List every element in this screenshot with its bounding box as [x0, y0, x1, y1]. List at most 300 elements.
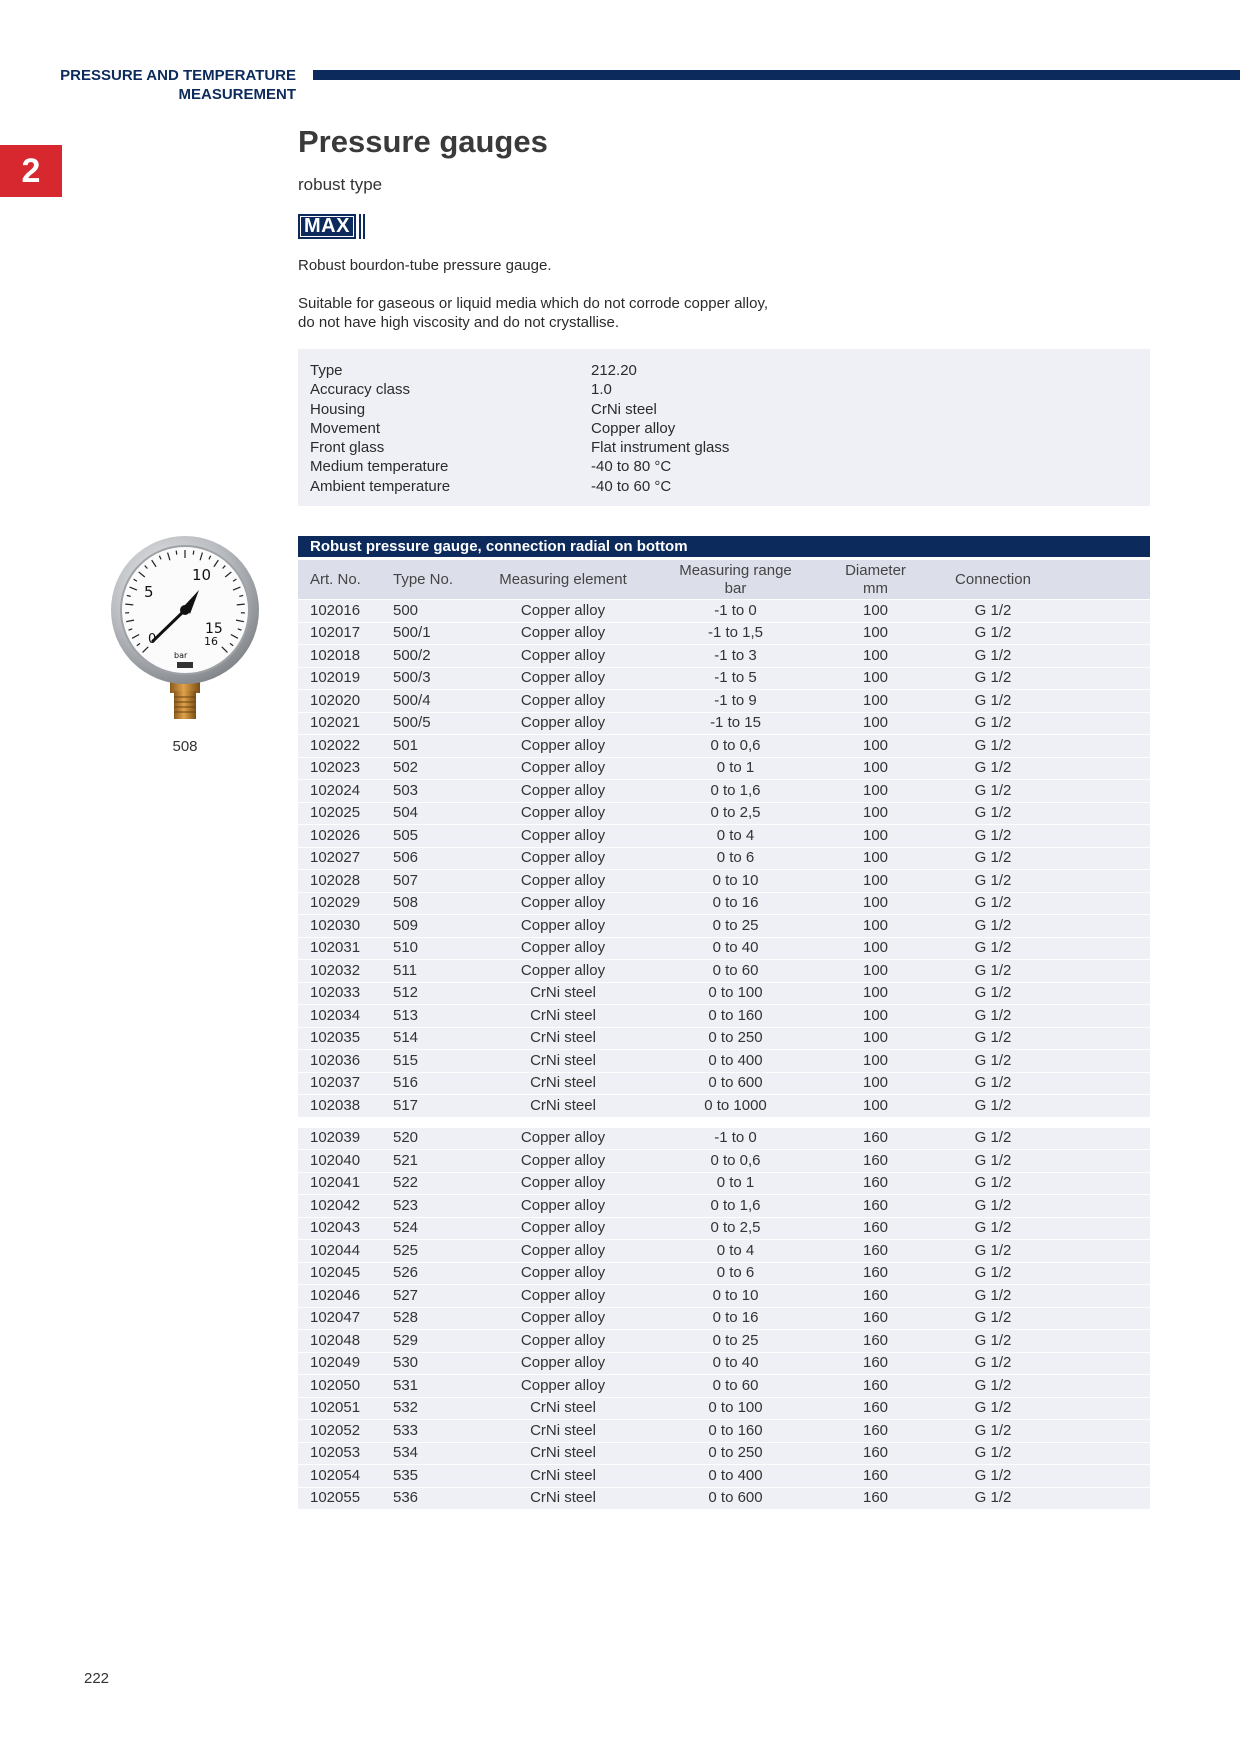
spec-row	[310, 361, 1138, 380]
table-row	[298, 599, 1150, 622]
cell-art-no: 102043	[310, 1219, 361, 1236]
cell-diameter: 100	[862, 1074, 889, 1091]
spec-row	[310, 380, 1138, 399]
cell-range: 0 to 1,6	[710, 781, 761, 799]
cell-element: Copper alloy	[520, 781, 606, 799]
cell-range: 0 to 40	[712, 1354, 759, 1371]
cell-connection: G 1/2	[974, 1129, 1012, 1146]
cell-connection: G 1/2	[974, 1331, 1012, 1349]
cell-range: 0 to 400	[708, 1051, 763, 1069]
section-header-line1: PRESSURE AND TEMPERATURE	[60, 67, 296, 84]
cell-connection: G 1/2	[974, 714, 1012, 731]
cell-range: 0 to 25	[712, 916, 759, 934]
table-title: Robust pressure gauge, connection radial on bottom	[298, 536, 1150, 557]
cell-diameter: 100	[862, 714, 889, 731]
cell-connection: G 1/2	[974, 1196, 1012, 1214]
cell-art-no: 102048	[310, 1331, 361, 1349]
cell-art-no: 102029	[310, 894, 361, 911]
cell-range: -1 to 1,5	[707, 624, 764, 641]
cell-range: 0 to 4	[716, 1241, 755, 1259]
cell-type-no: 516	[393, 1074, 419, 1091]
cell-type-no: 500/4	[393, 691, 431, 709]
cell-type-no: 503	[393, 781, 419, 799]
cell-art-no: 102019	[310, 669, 361, 686]
spec-value: Flat instrument glass	[591, 439, 730, 457]
cell-element: Copper alloy	[520, 714, 606, 731]
cell-connection: G 1/2	[974, 646, 1012, 664]
cell-range: 0 to 1	[716, 759, 755, 776]
cell-art-no: 102042	[310, 1196, 361, 1214]
cell-art-no: 102035	[310, 1029, 361, 1046]
table-row	[298, 1194, 1150, 1217]
cell-connection: G 1/2	[974, 826, 1012, 844]
cell-type-no: 529	[393, 1331, 419, 1349]
cell-type-no: 501	[393, 736, 419, 754]
table-row	[298, 1397, 1150, 1420]
table-row	[298, 937, 1150, 960]
section-header	[40, 66, 296, 104]
cell-type-no: 507	[393, 871, 419, 889]
brand-logo	[298, 214, 365, 239]
cell-art-no: 102018	[310, 646, 361, 664]
cell-art-no: 102030	[310, 916, 361, 934]
table-row	[298, 892, 1150, 915]
cell-element: Copper alloy	[520, 939, 606, 956]
cell-diameter: 160	[862, 1489, 889, 1506]
cell-art-no: 102027	[310, 849, 361, 866]
cell-element: Copper alloy	[520, 1309, 606, 1326]
cell-connection: G 1/2	[974, 1264, 1012, 1281]
cell-connection: G 1/2	[974, 1309, 1012, 1326]
cell-art-no: 102028	[310, 871, 361, 889]
cell-diameter: 100	[862, 601, 889, 619]
cell-element: CrNi steel	[530, 984, 596, 1001]
cell-connection: G 1/2	[974, 736, 1012, 754]
cell-type-no: 522	[393, 1174, 419, 1191]
cell-type-no: 510	[393, 939, 419, 956]
cell-element: Copper alloy	[520, 624, 606, 641]
table-row	[298, 734, 1150, 757]
table-row	[298, 1352, 1150, 1375]
cell-art-no: 102041	[310, 1174, 361, 1191]
cell-art-no: 102055	[310, 1489, 361, 1506]
table-row	[298, 1127, 1150, 1150]
cell-diameter: 100	[862, 894, 889, 911]
cell-connection: G 1/2	[974, 1051, 1012, 1069]
cell-art-no: 102038	[310, 1096, 361, 1114]
cell-element: Copper alloy	[520, 1219, 606, 1236]
cell-range: 0 to 1000	[704, 1096, 767, 1114]
spec-value: 1.0	[591, 381, 612, 399]
header-bar	[313, 70, 1240, 80]
cell-art-no: 102021	[310, 714, 361, 731]
cell-diameter: 160	[862, 1129, 889, 1146]
cell-diameter: 100	[862, 916, 889, 934]
cell-range: -1 to 15	[710, 714, 761, 731]
cell-art-no: 102053	[310, 1444, 361, 1461]
cell-connection: G 1/2	[974, 894, 1012, 911]
spec-row	[310, 419, 1138, 438]
column-header-art-no: Art. No.	[310, 570, 361, 588]
cell-type-no: 521	[393, 1151, 419, 1169]
cell-range: 0 to 100	[708, 984, 763, 1001]
spec-row	[310, 438, 1138, 457]
column-header-diameter	[838, 560, 913, 599]
cell-type-no: 504	[393, 804, 419, 821]
description-line: do not have high viscosity and do not crystallise.	[298, 314, 620, 331]
cell-art-no: 102031	[310, 939, 361, 956]
cell-range: 0 to 10	[712, 871, 759, 889]
column-header-connection: Connection	[955, 570, 1031, 588]
cell-range: 0 to 25	[712, 1331, 759, 1349]
cell-range: 0 to 60	[712, 961, 759, 979]
cell-connection: G 1/2	[974, 1219, 1012, 1236]
cell-diameter: 100	[862, 939, 889, 956]
cell-art-no: 102047	[310, 1309, 361, 1326]
cell-art-no: 102032	[310, 961, 361, 979]
spec-label: Medium temperature	[310, 458, 449, 476]
table-row	[298, 1284, 1150, 1307]
cell-diameter: 160	[862, 1241, 889, 1259]
cell-range: 0 to 4	[716, 826, 755, 844]
table-row	[298, 712, 1150, 735]
cell-type-no: 500/2	[393, 646, 431, 664]
table-row	[298, 824, 1150, 847]
spec-row	[310, 477, 1138, 496]
cell-diameter: 100	[862, 669, 889, 686]
cell-type-no: 534	[393, 1444, 419, 1461]
cell-art-no: 102046	[310, 1286, 361, 1304]
table-row	[298, 1072, 1150, 1095]
table-row	[298, 1464, 1150, 1487]
cell-type-no: 536	[393, 1489, 419, 1506]
cell-element: Copper alloy	[520, 916, 606, 934]
spec-label: Housing	[310, 400, 366, 418]
cell-diameter: 160	[862, 1286, 889, 1304]
cell-art-no: 102036	[310, 1051, 361, 1069]
cell-connection: G 1/2	[974, 916, 1012, 934]
cell-connection: G 1/2	[974, 939, 1012, 956]
cell-range: 0 to 60	[712, 1376, 759, 1394]
cell-type-no: 508	[393, 894, 419, 911]
cell-type-no: 531	[393, 1376, 419, 1394]
spec-value: -40 to 60 °C	[591, 477, 672, 495]
cell-type-no: 526	[393, 1264, 419, 1281]
cell-element: Copper alloy	[520, 1151, 606, 1169]
cell-connection: G 1/2	[974, 759, 1012, 776]
cell-connection: G 1/2	[974, 1354, 1012, 1371]
column-header-diameter-unit: mm	[863, 579, 888, 597]
cell-art-no: 102052	[310, 1421, 361, 1439]
cell-range: 0 to 6	[716, 1264, 755, 1281]
cell-range: -1 to 9	[714, 691, 757, 709]
table-row	[298, 1027, 1150, 1050]
brand-logo-text: MAX	[298, 214, 356, 239]
cell-element: Copper alloy	[520, 669, 606, 686]
table-row	[298, 1239, 1150, 1262]
cell-art-no: 102016	[310, 601, 361, 619]
cell-connection: G 1/2	[974, 1174, 1012, 1191]
cell-type-no: 500/1	[393, 624, 431, 641]
cell-type-no: 515	[393, 1051, 419, 1069]
cell-range: -1 to 0	[714, 1129, 757, 1146]
spec-label: Ambient temperature	[310, 477, 451, 495]
spec-value: 212.20	[591, 362, 637, 379]
table-row	[298, 644, 1150, 667]
page-title: Pressure gauges	[298, 124, 548, 159]
cell-range: 0 to 2,5	[710, 804, 761, 821]
cell-art-no: 102050	[310, 1376, 361, 1394]
cell-type-no: 506	[393, 849, 419, 866]
cell-diameter: 160	[862, 1196, 889, 1214]
cell-type-no: 502	[393, 759, 419, 776]
cell-connection: G 1/2	[974, 1399, 1012, 1416]
cell-type-no: 514	[393, 1029, 419, 1046]
group-gap	[298, 1117, 1150, 1127]
gauge-dial-number: 16	[204, 635, 218, 648]
cell-diameter: 160	[862, 1466, 889, 1484]
description-line: Suitable for gaseous or liquid media which do not corrode copper alloy,	[298, 295, 768, 312]
cell-range: 0 to 6	[716, 849, 755, 866]
cell-diameter: 100	[862, 646, 889, 664]
cell-connection: G 1/2	[974, 1286, 1012, 1304]
spec-value: CrNi steel	[591, 400, 657, 418]
cell-type-no: 500	[393, 601, 419, 619]
cell-art-no: 102049	[310, 1354, 361, 1371]
cell-diameter: 100	[862, 804, 889, 821]
cell-diameter: 160	[862, 1421, 889, 1439]
table-row	[298, 1049, 1150, 1072]
cell-range: -1 to 3	[714, 646, 757, 664]
table-row	[298, 802, 1150, 825]
cell-element: Copper alloy	[520, 1331, 606, 1349]
table-row	[298, 1329, 1150, 1352]
cell-type-no: 513	[393, 1006, 419, 1024]
cell-connection: G 1/2	[974, 1421, 1012, 1439]
column-header-type-no: Type No.	[393, 570, 454, 588]
cell-diameter: 160	[862, 1174, 889, 1191]
cell-diameter: 100	[862, 624, 889, 641]
spec-row	[310, 457, 1138, 476]
table-row	[298, 1307, 1150, 1330]
cell-element: Copper alloy	[520, 871, 606, 889]
cell-type-no: 500/5	[393, 714, 431, 731]
cell-element: Copper alloy	[520, 759, 606, 776]
cell-connection: G 1/2	[974, 1489, 1012, 1506]
cell-element: CrNi steel	[530, 1029, 596, 1046]
cell-diameter: 100	[862, 849, 889, 866]
table-row	[298, 1442, 1150, 1465]
cell-diameter: 160	[862, 1376, 889, 1394]
cell-element: Copper alloy	[520, 691, 606, 709]
cell-diameter: 160	[862, 1264, 889, 1281]
cell-type-no: 535	[393, 1466, 419, 1484]
cell-diameter: 100	[862, 826, 889, 844]
cell-element: Copper alloy	[520, 1376, 606, 1394]
cell-element: Copper alloy	[520, 849, 606, 866]
cell-element: Copper alloy	[520, 1196, 606, 1214]
table-row	[298, 689, 1150, 712]
cell-diameter: 160	[862, 1354, 889, 1371]
cell-range: 0 to 160	[708, 1006, 763, 1024]
cell-art-no: 102033	[310, 984, 361, 1001]
spec-value: Copper alloy	[591, 419, 676, 437]
cell-art-no: 102017	[310, 624, 361, 641]
cell-diameter: 100	[862, 1051, 889, 1069]
cell-connection: G 1/2	[974, 1006, 1012, 1024]
cell-type-no: 533	[393, 1421, 419, 1439]
cell-diameter: 100	[862, 1006, 889, 1024]
brand-logo-stripe	[363, 214, 365, 239]
cell-diameter: 160	[862, 1309, 889, 1326]
cell-element: CrNi steel	[530, 1399, 596, 1416]
table-row	[298, 1262, 1150, 1285]
cell-range: 0 to 16	[712, 1309, 759, 1326]
gauge-dial-number: 5	[144, 583, 154, 601]
cell-range: 0 to 250	[708, 1444, 763, 1461]
column-header-diameter-title: Diameter	[845, 561, 906, 579]
cell-type-no: 517	[393, 1096, 419, 1114]
table-row	[298, 1004, 1150, 1027]
cell-diameter: 100	[862, 759, 889, 776]
cell-diameter: 100	[862, 984, 889, 1001]
gauge-dial-number: 0	[148, 632, 157, 647]
cell-element: CrNi steel	[530, 1074, 596, 1091]
description-line: Robust bourdon-tube pressure gauge.	[298, 257, 552, 274]
cell-connection: G 1/2	[974, 1241, 1012, 1259]
cell-type-no: 511	[393, 961, 417, 979]
page-number: 222	[84, 1670, 110, 1687]
cell-art-no: 102023	[310, 759, 361, 776]
chapter-tab: 2	[0, 145, 62, 197]
cell-art-no: 102054	[310, 1466, 361, 1484]
cell-connection: G 1/2	[974, 804, 1012, 821]
product-caption: 508	[172, 738, 198, 755]
cell-diameter: 160	[862, 1331, 889, 1349]
cell-element: CrNi steel	[530, 1489, 596, 1506]
table-row	[298, 667, 1150, 690]
page-subtitle: robust type	[298, 175, 383, 194]
cell-connection: G 1/2	[974, 781, 1012, 799]
cell-type-no: 525	[393, 1241, 419, 1259]
spec-label: Accuracy class	[310, 381, 411, 399]
cell-diameter: 160	[862, 1444, 889, 1461]
spec-label: Front glass	[310, 439, 385, 457]
column-header-range-unit: bar	[724, 579, 747, 597]
cell-element: Copper alloy	[520, 1174, 606, 1191]
cell-connection: G 1/2	[974, 1029, 1012, 1046]
table-row	[298, 847, 1150, 870]
cell-diameter: 160	[862, 1151, 889, 1169]
table-row	[298, 1217, 1150, 1240]
cell-connection: G 1/2	[974, 849, 1012, 866]
cell-connection: G 1/2	[974, 984, 1012, 1001]
cell-element: Copper alloy	[520, 804, 606, 821]
table-row	[298, 779, 1150, 802]
cell-range: 0 to 16	[712, 894, 759, 911]
cell-type-no: 532	[393, 1399, 419, 1416]
cell-range: 0 to 250	[708, 1029, 763, 1046]
cell-connection: G 1/2	[974, 601, 1012, 619]
cell-connection: G 1/2	[974, 961, 1012, 979]
cell-art-no: 102025	[310, 804, 361, 821]
cell-element: Copper alloy	[520, 646, 606, 664]
cell-range: 0 to 1	[716, 1174, 755, 1191]
cell-connection: G 1/2	[974, 1096, 1012, 1114]
table-row	[298, 1172, 1150, 1195]
table-row	[298, 1149, 1150, 1172]
brand-logo-stripe	[359, 214, 361, 239]
cell-element: CrNi steel	[530, 1051, 596, 1069]
cell-connection: G 1/2	[974, 871, 1012, 889]
cell-range: 0 to 2,5	[710, 1219, 761, 1236]
cell-type-no: 509	[393, 916, 419, 934]
cell-art-no: 102034	[310, 1006, 361, 1024]
cell-diameter: 100	[862, 1096, 889, 1114]
spec-value: -40 to 80 °C	[591, 458, 672, 476]
table-row	[298, 1094, 1150, 1117]
table-row	[298, 1419, 1150, 1442]
pressure-gauge-image	[104, 535, 266, 731]
cell-diameter: 100	[862, 781, 889, 799]
cell-type-no: 523	[393, 1196, 419, 1214]
cell-element: Copper alloy	[520, 1241, 606, 1259]
cell-diameter: 100	[862, 691, 889, 709]
cell-diameter: 160	[862, 1399, 889, 1416]
cell-range: -1 to 0	[714, 601, 757, 619]
cell-type-no: 528	[393, 1309, 419, 1326]
cell-element: CrNi steel	[530, 1444, 596, 1461]
cell-type-no: 527	[393, 1286, 419, 1304]
cell-range: 0 to 400	[708, 1466, 763, 1484]
cell-art-no: 102022	[310, 736, 361, 754]
cell-range: 0 to 1,6	[710, 1196, 761, 1214]
section-header-line2: MEASUREMENT	[178, 86, 296, 103]
cell-type-no: 512	[393, 984, 419, 1001]
cell-element: Copper alloy	[520, 826, 606, 844]
cell-diameter: 100	[862, 736, 889, 754]
cell-type-no: 524	[393, 1219, 419, 1236]
cell-art-no: 102020	[310, 691, 361, 709]
cell-element: CrNi steel	[530, 1006, 596, 1024]
cell-diameter: 100	[862, 1029, 889, 1046]
table-row	[298, 1374, 1150, 1397]
cell-type-no: 500/3	[393, 669, 431, 686]
table-row	[298, 869, 1150, 892]
cell-range: 0 to 40	[712, 939, 759, 956]
cell-connection: G 1/2	[974, 691, 1012, 709]
column-header-range-title: Measuring range	[679, 561, 792, 579]
cell-range: 0 to 0,6	[710, 1151, 761, 1169]
cell-art-no: 102037	[310, 1074, 361, 1091]
cell-connection: G 1/2	[974, 1466, 1012, 1484]
cell-connection: G 1/2	[974, 669, 1012, 686]
cell-art-no: 102040	[310, 1151, 361, 1169]
cell-range: 0 to 160	[708, 1421, 763, 1439]
table-row	[298, 757, 1150, 780]
cell-element: Copper alloy	[520, 894, 606, 911]
gauge-dial-number: 15	[205, 621, 223, 637]
gauge-dial-number: 10	[192, 566, 212, 584]
cell-element: Copper alloy	[520, 1264, 606, 1281]
cell-type-no: 520	[393, 1129, 419, 1146]
table-body	[298, 599, 1150, 1509]
cell-type-no: 530	[393, 1354, 419, 1371]
cell-diameter: 100	[862, 871, 889, 889]
cell-range: 0 to 10	[712, 1286, 759, 1304]
cell-element: Copper alloy	[520, 1129, 606, 1146]
cell-art-no: 102024	[310, 781, 361, 799]
